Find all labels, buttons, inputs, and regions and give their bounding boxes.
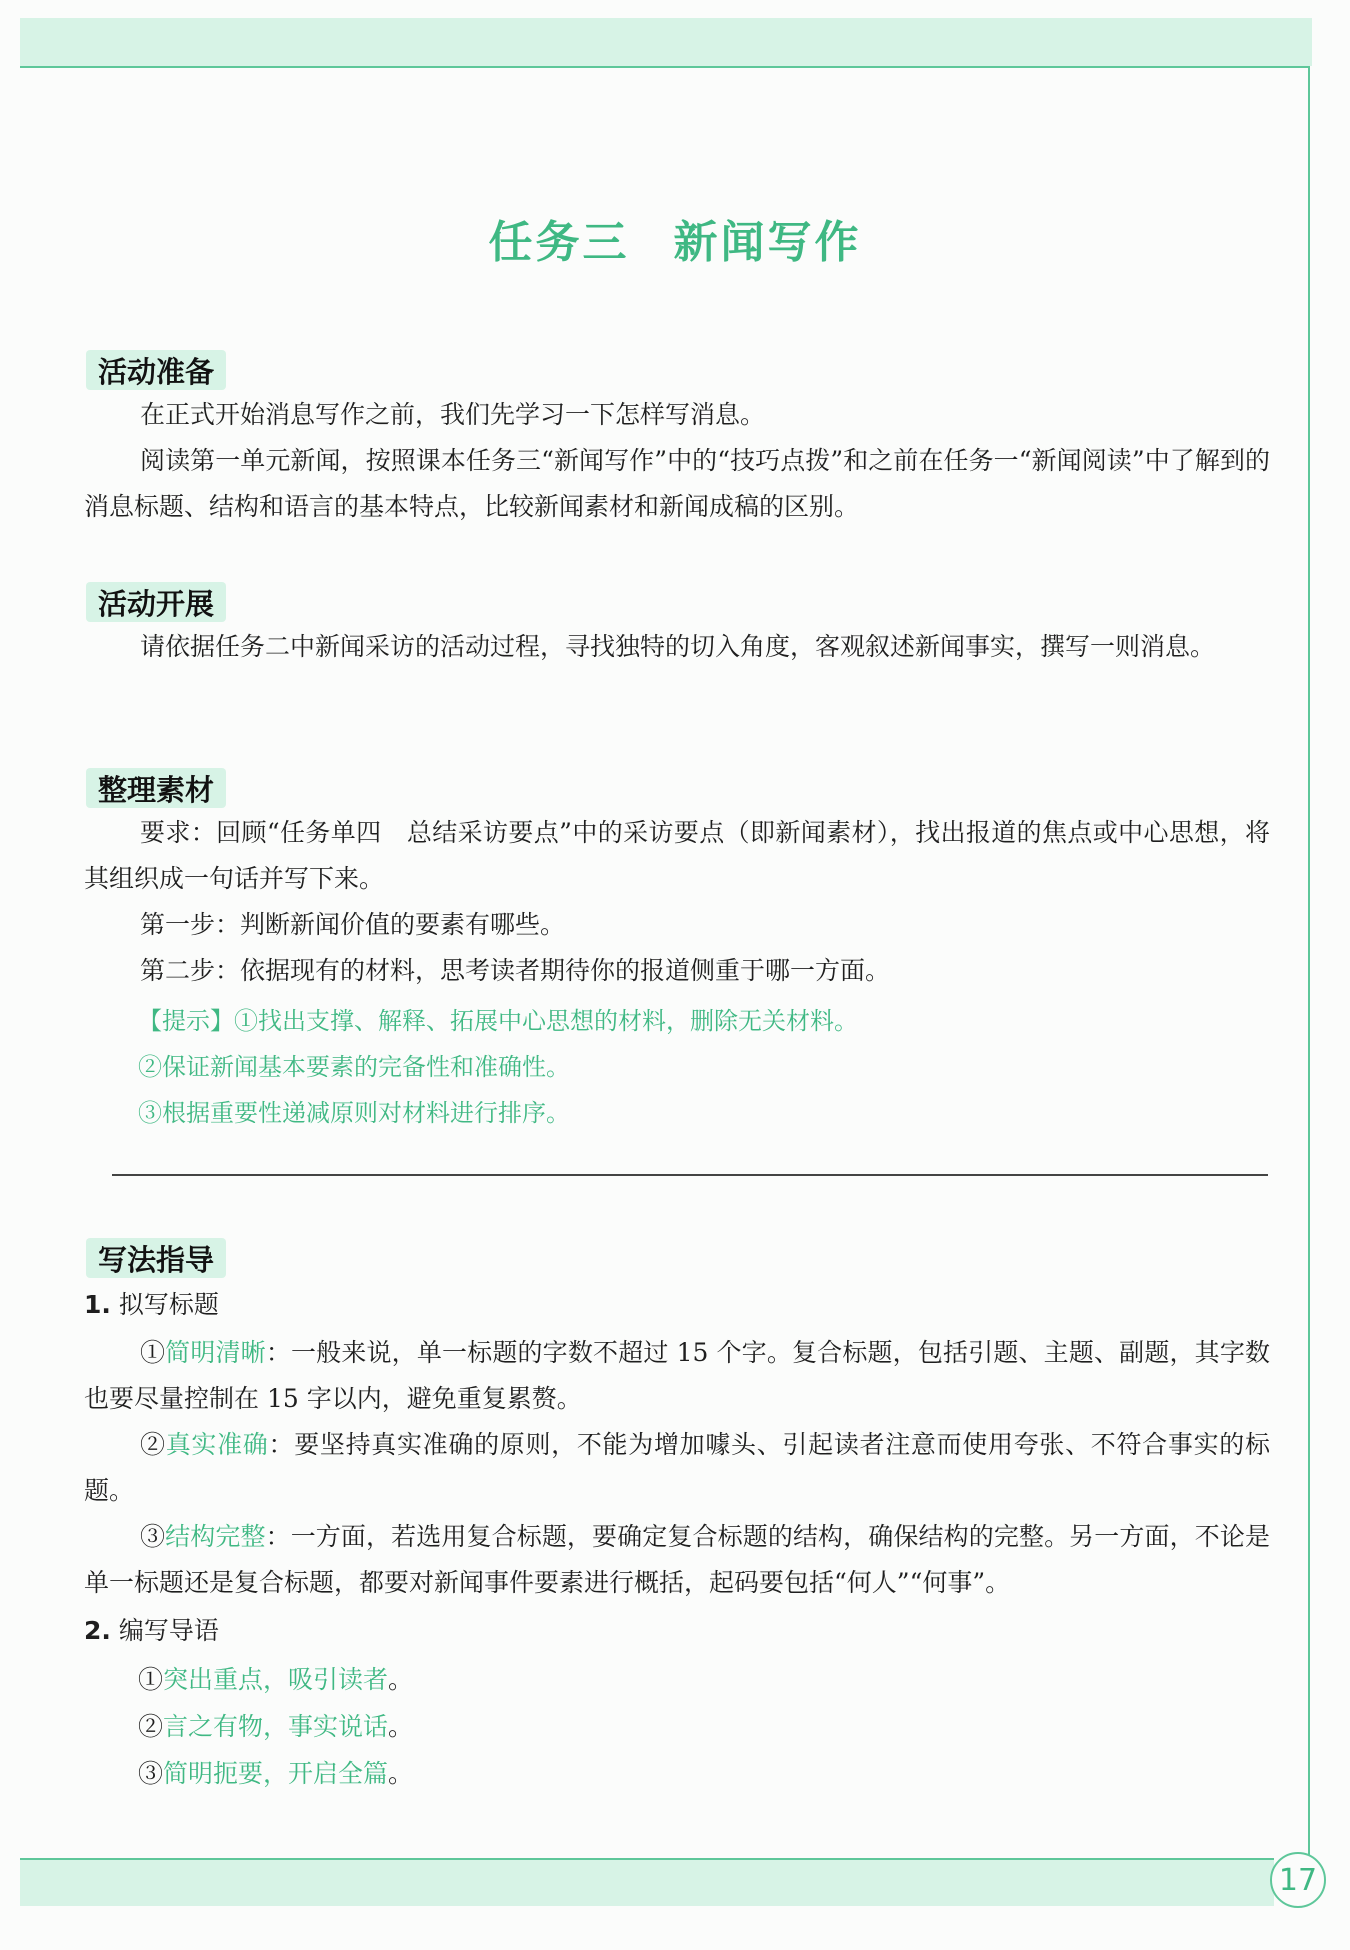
material-step-2: 第二步：依据现有的材料，思考读者期待你的报道侧重于哪一方面。 [140,956,891,985]
subheading-number: 1. [84,1290,111,1319]
item-keyword: 简明清晰 [165,1338,266,1367]
top-decor-band [20,18,1312,66]
subheading-text: 拟写标题 [118,1290,219,1319]
item-number: ① [138,1665,164,1694]
item-text: 言之有物，事实说话 [163,1712,389,1741]
subheading-lead [84,1608,219,1654]
hint-label: 【提示】 [138,1007,234,1035]
lead-item-2 [138,1703,413,1750]
item-number: ② [140,1430,166,1459]
prep-paragraph-1: 在正式开始消息写作之前，我们先学习一下怎样写消息。 [140,400,766,429]
lead-item-3 [138,1750,413,1797]
right-margin-rule [1308,66,1310,1858]
subheading-text: 编写导语 [118,1616,219,1645]
item-text: ：要坚持真实准确的原则，不能为增加噱头、引起读者注意而使用夸张、不符合事实的标题。 [84,1430,1270,1505]
item-keyword: 结构完整 [165,1522,266,1551]
item-text: ：一方面，若选用复合标题，要确定复合标题的结构，确保结构的完整。另一方面，不论是单一标题还是复合标题，都要对新闻事件要素进行概括，起码要包括“何人”“何事”。 [84,1522,1270,1597]
section-label-develop: 活动开展 [86,582,226,622]
bottom-decor-band [20,1860,1274,1906]
develop-paragraph-1: 请依据任务二中新闻采访的活动过程，寻找独特的切入角度，客观叙述新闻事实，撰写一则消息。 [140,632,1216,661]
material-requirement: 要求：回顾“任务单四 总结采访要点”中的采访要点（即新闻素材），找出报道的焦点或中心思想，将其组织成一句话并写下来。 [84,818,1270,893]
item-end: 。 [388,1665,414,1694]
headline-rule-3 [84,1514,1270,1606]
item-end: 。 [388,1759,414,1788]
prep-paragraph-2: 阅读第一单元新闻，按照课本任务三“新闻写作”中的“技巧点拨”和之前在任务一“新闻阅读”中了解到的消息标题、结构和语言的基本特点，比较新闻素材和新闻成稿的区别。 [84,446,1270,521]
hint-item: ①找出支撑、解释、拓展中心思想的材料，删除无关材料。 [234,1007,858,1035]
title-topic: 新闻写作 [673,217,862,268]
item-end: 。 [388,1712,414,1741]
section-label-guide: 写法指导 [86,1238,226,1278]
item-text: 突出重点，吸引读者 [163,1665,389,1694]
item-keyword: 真实准确 [165,1430,269,1459]
section-label-prep: 活动准备 [86,350,226,390]
item-text: ：一般来说，单一标题的字数不超过 15 个字。复合标题，包括引题、主题、副题，其字数也要尽量控制在 15 字以内，避免重复累赘。 [84,1338,1270,1413]
top-decor-rule [20,66,1310,68]
headline-rule-2 [84,1422,1270,1514]
subheading-number: 2. [84,1616,111,1645]
section-label-material: 整理素材 [86,768,226,808]
hint-line-2: ②保证新闻基本要素的完备性和准确性。 [138,1053,570,1081]
item-number: ③ [138,1759,164,1788]
title-task: 任务三 [488,217,630,268]
item-number: ③ [140,1522,166,1551]
section-divider [112,1174,1268,1176]
item-number: ① [140,1338,166,1367]
subheading-headline [84,1282,219,1328]
item-number: ② [138,1712,164,1741]
page-title [0,206,1350,270]
hint-line-3: ③根据重要性递减原则对材料进行排序。 [138,1099,570,1127]
page-number: 17 [1270,1852,1326,1908]
hint-line-1 [138,998,858,1044]
lead-item-1 [138,1656,413,1703]
material-step-1: 第一步：判断新闻价值的要素有哪些。 [140,910,566,939]
headline-rule-1 [84,1330,1270,1422]
item-text: 简明扼要，开启全篇 [163,1759,389,1788]
